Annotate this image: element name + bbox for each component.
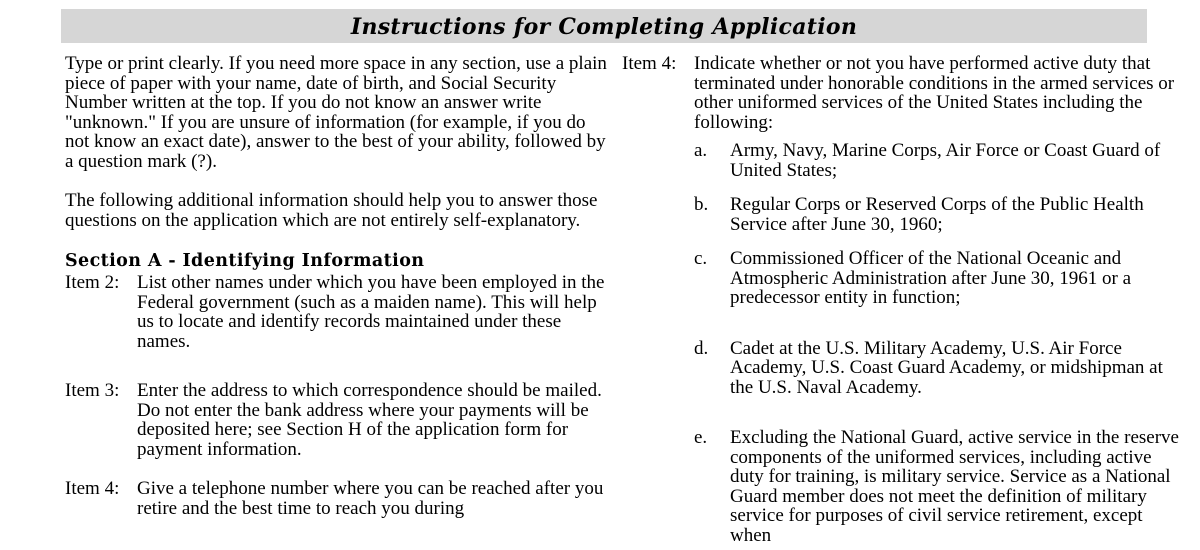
subitem-text: Commissioned Officer of the National Oceanic and Atmospheric Administration after June 30, 1961 or a predecessor entity in function; [730, 248, 1132, 308]
subitem-b [622, 195, 1182, 234]
subitem-letter: d. [694, 337, 709, 359]
item-text: Indicate whether or not you have performed active duty that terminated under honorable conditions in the armed services or other uniformed services of the United States including the following: [694, 53, 1175, 133]
item-text: List other names under which you have been employed in the Federal government (such as a maiden name). This will help us to locate and identify records maintained under these names. [137, 272, 605, 352]
subitem-a [622, 141, 1182, 180]
item-label: Item 3: [65, 380, 120, 401]
subitem-text: Cadet at the U.S. Military Academy, U.S. Air Force Academy, U.S. Coast Guard Academy, or midshipman at the U.S. Naval Academy. [730, 337, 1163, 398]
subitem-letter: a. [694, 140, 708, 161]
item-4-telephone [65, 479, 610, 518]
additional-info-paragraph: The following additional information should help you to answer those questions on the application which are not entirely self-explanatory. [65, 190, 598, 231]
item-text: Enter the address to which correspondence should be mailed. Do not enter the bank address where your payments will be deposited here; see Section H of the application form for payment information. [137, 380, 602, 460]
item-4-military [622, 54, 1182, 132]
item-label: Item 2: [65, 272, 120, 293]
subitem-e [622, 428, 1182, 545]
subitem-text: Excluding the National Guard, active service in the reserve components of the uniformed services, including active duty for training, is military service. Service as a National Guard member does not meet the definition of military service for purposes of civil service retirement, except when [730, 427, 1179, 546]
subitem-text: Regular Corps or Reserved Corps of the Public Health Service after June 30, 1960; [730, 194, 1144, 235]
left-column [65, 54, 610, 518]
subitem-letter: e. [694, 427, 708, 448]
item-label: Item 4: [622, 53, 677, 74]
subitem-letter: b. [694, 194, 709, 215]
page-title: Instructions for Completing Application [350, 14, 858, 40]
section-a-heading: Section A - Identifying Information [65, 251, 425, 271]
subitem-letter: c. [694, 248, 708, 269]
item-label: Item 4: [65, 478, 120, 499]
item-text: Give a telephone number where you can be reached after you retire and the best time to reach you during [137, 478, 604, 519]
right-column [622, 54, 1182, 545]
title-banner [61, 9, 1147, 43]
subitem-text: Army, Navy, Marine Corps, Air Force or Coast Guard of United States; [730, 140, 1161, 181]
subitem-c [622, 249, 1182, 308]
subitem-d [622, 339, 1182, 398]
intro-paragraph: Type or print clearly. If you need more space in any section, use a plain piece of paper with your name, date of birth, and Social Security Number written at the top. If you do not know an answer write "unknown." If you are unsure of information (for example, if you do not know an exact date), answer to the best of your ability, followed by a question mark (?). [65, 53, 607, 172]
item-3 [65, 381, 610, 459]
item-2 [65, 273, 610, 351]
